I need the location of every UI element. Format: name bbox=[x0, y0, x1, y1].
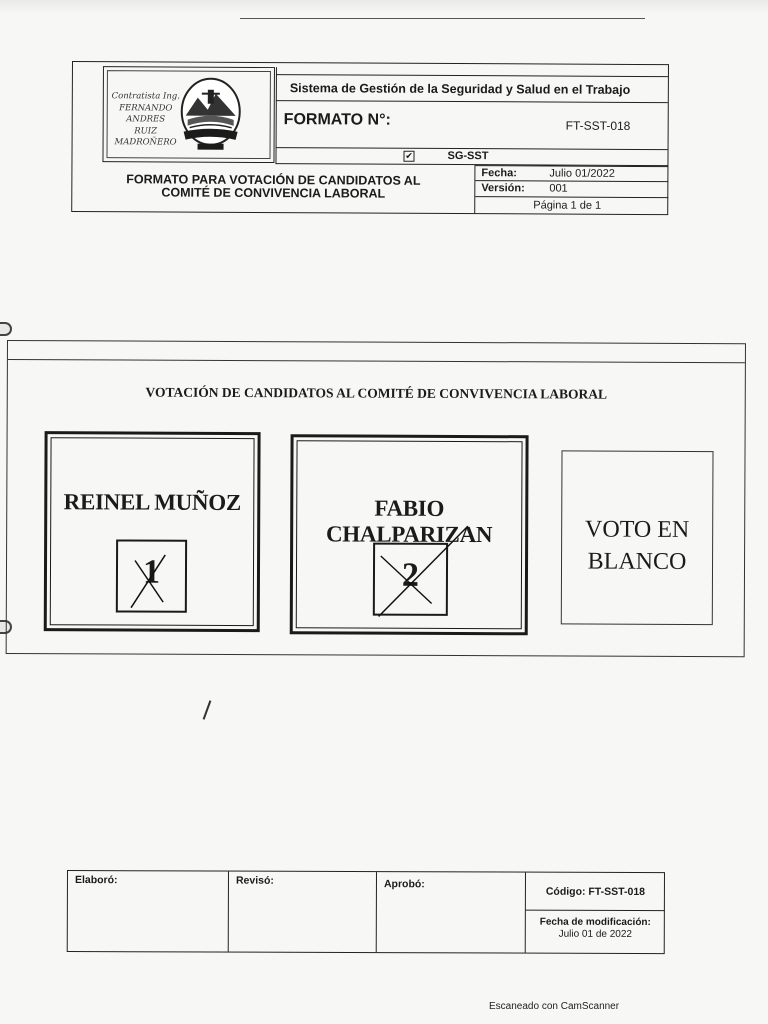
formato-row bbox=[276, 101, 668, 150]
candidate-number-2: 2 bbox=[401, 556, 420, 594]
sgsst-label: SG-SST bbox=[447, 149, 489, 163]
formato-code: FT-SST-018 bbox=[565, 118, 631, 133]
candidate-option-2[interactable] bbox=[290, 434, 529, 635]
ballot-card bbox=[6, 340, 746, 657]
logo-cell bbox=[102, 66, 275, 163]
candidate-option-1[interactable] bbox=[44, 431, 261, 632]
page-edge bbox=[0, 0, 768, 14]
logo-frame bbox=[106, 70, 270, 159]
document-footer bbox=[67, 870, 665, 954]
binder-ring-icon bbox=[0, 322, 12, 336]
pagina-text: Página 1 de 1 bbox=[533, 199, 602, 212]
reviso-label: Revisó: bbox=[235, 874, 274, 887]
candidate-number-1: 1 bbox=[142, 553, 161, 591]
fecha-value: Julio 01/2022 bbox=[549, 167, 615, 180]
fecha-modificacion: Fecha de modificación: Julio 01 de 2022 bbox=[539, 916, 651, 940]
codigo-text: Código: FT-SST-018 bbox=[526, 873, 665, 911]
form-title: FORMATO PARA VOTACIÓN DE CANDIDATOS AL COMITÉ DE CONVIVENCIA LABORAL bbox=[72, 163, 475, 213]
fecha-row bbox=[475, 165, 668, 182]
version-label: Versión: bbox=[481, 182, 525, 195]
vote-cross-mark-icon bbox=[375, 545, 446, 614]
formato-label: FORMATO N°: bbox=[283, 111, 391, 129]
aprobo-cell bbox=[377, 872, 526, 953]
candidate-name-2: FABIO CHALPARIZAN bbox=[325, 495, 493, 548]
elaboro-cell bbox=[68, 871, 229, 952]
candidate-number-box-2[interactable] bbox=[373, 543, 448, 616]
vote-cross-mark-icon bbox=[118, 541, 185, 610]
footer-code-cell bbox=[526, 873, 665, 953]
stray-pen-mark bbox=[203, 700, 212, 719]
version-value: 001 bbox=[549, 182, 568, 195]
scanner-watermark: Escaneado con CamScanner bbox=[489, 1001, 620, 1012]
document-header bbox=[71, 61, 669, 215]
blank-vote-label: VOTO EN BLANCO bbox=[585, 516, 690, 575]
candidate-number-box-1[interactable] bbox=[116, 539, 187, 612]
fecha-label: Fecha: bbox=[481, 167, 517, 180]
ballot-top-rule bbox=[8, 359, 745, 363]
elaboro-label: Elaboró: bbox=[74, 874, 118, 887]
system-title: Sistema de Gestión de la Seguridad y Salud en el Trabajo bbox=[276, 74, 668, 103]
candidate-name-1: REINEL MUÑOZ bbox=[63, 489, 241, 516]
pagina-row bbox=[475, 197, 668, 214]
aprobo-label: Aprobó: bbox=[383, 878, 425, 891]
reviso-cell bbox=[229, 872, 377, 953]
top-divider bbox=[240, 18, 645, 19]
sgsst-checkbox: ✔ bbox=[405, 150, 413, 161]
version-row bbox=[475, 181, 668, 198]
almachira-seal-logo bbox=[180, 76, 242, 156]
blank-vote-option[interactable] bbox=[561, 450, 714, 625]
ballot-title: VOTACIÓN DE CANDIDATOS AL COMITÉ DE CONVIVENCIA LABORAL bbox=[145, 384, 608, 402]
contractor-handwriting: Contratista Ing. FERNANDO ANDRES RUIZ MADROÑERO bbox=[111, 91, 180, 148]
